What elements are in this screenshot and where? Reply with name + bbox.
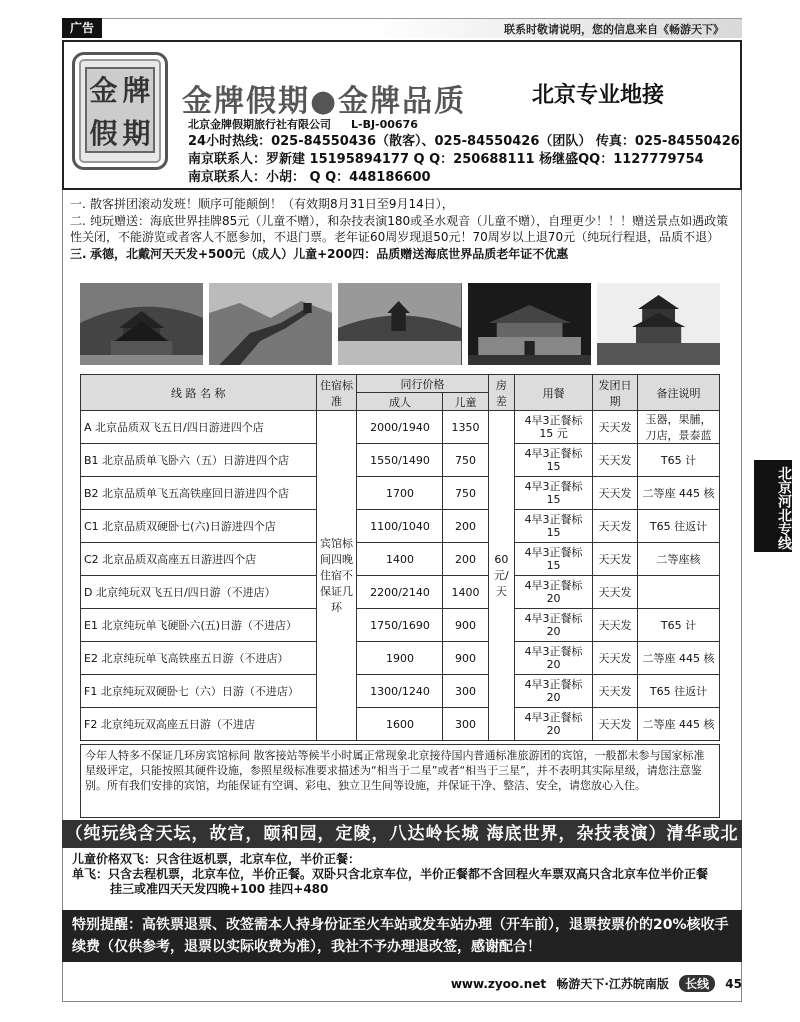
agency-header	[62, 40, 742, 190]
agency-logo	[72, 52, 168, 170]
footer-publication: 畅游天下·江苏皖南版	[556, 977, 669, 991]
col-room: 房差	[488, 375, 515, 411]
logo-char: 假	[89, 117, 118, 150]
table-row: E1 北京纯玩单飞硬卧六(五)日游（不进店） 1750/1690 900 4早3正餐标 20 天天发 T65 计	[81, 609, 720, 642]
footer-site: www.zyoo.net	[450, 977, 547, 991]
stay-cell: 宾馆标间四晚住宿不保证几环	[316, 411, 357, 741]
logo-char: 金	[89, 74, 118, 107]
child-line: 单飞：只含去程机票，北京车位，半价正餐。双卧只含北京车位，半价正餐都不含回程火车票双高只含北京车位半价正餐	[72, 867, 709, 881]
table-row: F1 北京纯玩双硬卧七（六）日游（不进店） 1300/1240 300 4早3正餐标 20 天天发 T65 往返计	[81, 675, 720, 708]
top-note: 联系时敬请说明，您的信息来自《畅游天下》	[504, 23, 724, 36]
table-row: A 北京品质双飞五日/四日游进四个店 宾馆标间四晚住宿不保证几环 2000/1940 1350 60元/天 4早3正餐标 15 元 天天发 玉器，果脯，刀店，景泰蓝	[81, 411, 720, 444]
included-sights-band: （纯玩线含天坛，故宫，颐和园，定陵，八达岭长城 海底世界，杂技表演）清华或北大门票	[62, 820, 742, 848]
photo-strip	[80, 283, 720, 365]
room-cell: 60元/天	[488, 411, 515, 741]
footer	[62, 975, 742, 995]
col-stay: 住宿标准	[316, 375, 357, 411]
footer-tag: 长线	[679, 975, 715, 992]
slogan-sub: 北京专业地接	[532, 83, 665, 108]
summer-palace-photo	[338, 283, 461, 365]
route-price-table	[80, 374, 720, 741]
contact-line: 南京联系人：小胡： Q Q：448186600	[188, 170, 431, 185]
hotline: 24小时热线：025-84550436（散客）、025-84550426（团队） 传真：025-84550426	[188, 134, 740, 149]
col-remark: 备注说明	[638, 375, 720, 411]
child-line: 儿童价格双飞：只含往返机票，北京车位，半价正餐：	[72, 852, 361, 866]
col-meal: 用餐	[515, 375, 593, 411]
list-item: 三. 承德，北戴河天天发+500元（成人）儿童+200四：品质赠送海底世界品质老年证不优惠	[70, 247, 569, 261]
company-name: 北京金牌假期旅行社有限公司	[188, 118, 331, 131]
temple-of-heaven-photo	[80, 283, 203, 365]
license-number: L-BJ-00676	[351, 118, 418, 131]
hotel-note: 今年人特多不保证几环房宾馆标间 散客接站等候半小时属正常现象北京接待国内普通标准旅游团的宾馆，一般都未参与国家标准星级评定，只能按照其硬件设施，参照星级标准要求描述为“相当于二星”或者“相当于三星”，并不表明其实际星级，请您注意鉴别。所有我们安排的宾馆，均能保证有空调、彩电、独立卫生间等设施，并保证干净、整洁、安全，请您放心入住。	[80, 744, 720, 818]
list-item: 一. 散客拼团滚动发班！顺序可能颠倒！（有效期8月31日至9月14日），	[70, 197, 454, 211]
section-tab: 北京河北专线	[754, 460, 792, 552]
col-child: 儿童	[443, 393, 488, 411]
table-row: C1 北京品质双硬卧七(六)日游进四个店 1100/1040 200 4早3正餐标 15 天天发 T65 往返计	[81, 510, 720, 543]
slogan: 金牌假期●金牌品质	[182, 84, 467, 119]
table-row: D 北京纯玩双飞五日/四日游（不进店） 2200/2140 1400 4早3正餐标 20 天天发	[81, 576, 720, 609]
tiananmen-photo	[468, 283, 591, 365]
col-depart: 发团日期	[592, 375, 637, 411]
notice-list	[70, 196, 730, 263]
table-row: B1 北京品质单飞卧六（五）日游进四个店 1550/1490 750 4早3正餐标 15 天天发 T65 计	[81, 444, 720, 477]
ad-tag: 广告	[62, 18, 102, 38]
page-number: 45	[725, 977, 742, 991]
special-reminder: 特别提醒：高铁票退票、改签需本人持身份证至火车站或发车站办理（开车前），退票按票价的20%核收手续费（仅供参考，退票以实际收费为准），我社不予办理退改签，感谢配合！	[62, 910, 742, 962]
table-row: C2 北京品质双高座五日游进四个店 1400 200 4早3正餐标 15 天天发 二等座核	[81, 543, 720, 576]
col-route: 线 路 名 称	[81, 375, 317, 411]
table-row: B2 北京品质单飞五高铁座回日游进四个店 1700 750 4早3正餐标 15 天天发 二等座 445 核	[81, 477, 720, 510]
child-price-notes	[72, 852, 732, 897]
logo-char: 期	[122, 117, 151, 150]
table-row: E2 北京纯玩单飞高铁座五日游（不进店） 1900 900 4早3正餐标 20 天天发 二等座 445 核	[81, 642, 720, 675]
col-adult: 成人	[357, 393, 443, 411]
col-price: 同行价格	[357, 375, 488, 393]
contact-line: 南京联系人：罗新建 15195894177 Q Q：250688111 杨继盛QQ：1127779754	[188, 152, 704, 167]
logo-char: 牌	[122, 74, 151, 107]
gate-tower-photo	[597, 283, 720, 365]
great-wall-photo	[209, 283, 332, 365]
list-item: 二. 纯玩赠送：海底世界挂牌85元（儿童不赠），和杂技表演180或圣水观音（儿童不赠），自理更少！！！赠送景点如遇政策性关闭，不能游览或者客人不愿参加，不退门票。老年证60周岁现退50元！70周岁以上退70元（纯玩行程退，品质不退）	[70, 214, 729, 244]
child-line: 挂三或准四天天发四晚+100 挂四+480	[110, 882, 329, 896]
table-row: F2 北京纯玩双高座五日游（不进店 1600 300 4早3正餐标 20 天天发 二等座 445 核	[81, 708, 720, 741]
